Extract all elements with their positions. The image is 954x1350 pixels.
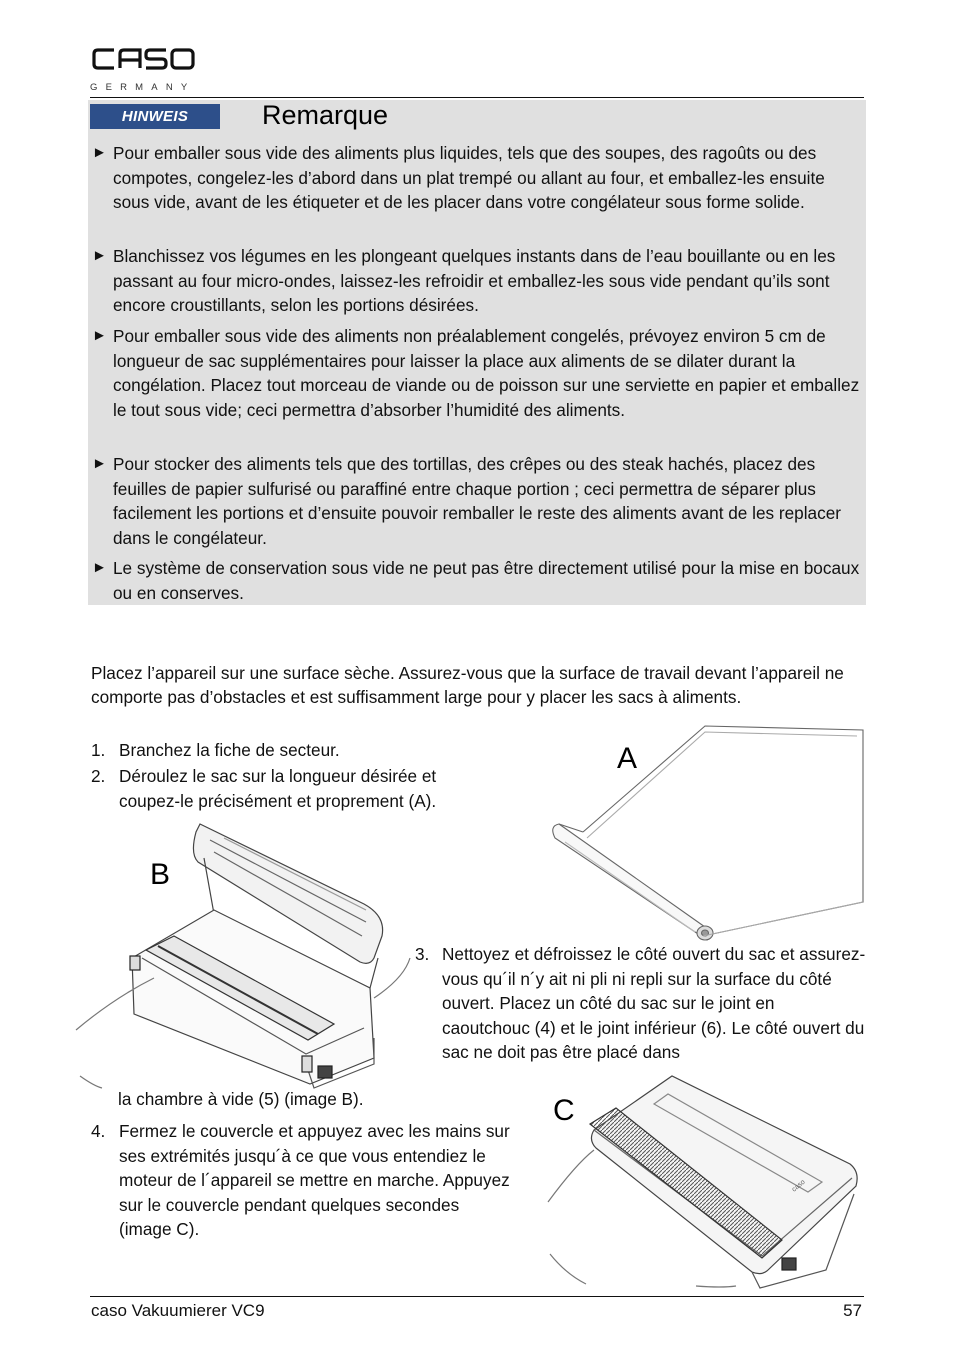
arrow-right-icon: ► bbox=[92, 559, 107, 576]
step-item bbox=[91, 1119, 511, 1242]
footer-title: caso Vakuumierer VC9 bbox=[91, 1301, 265, 1320]
note-bullet-text: Pour emballer sous vide des aliments non préalablement congelés, prévoyez environ 5 cm de longueur de sac supplémentaires pour laisser la place aux aliments de se dilater durant la congélation. Placez tout morceau de viande ou de poisson sur une serviette en papier et emballez le tout sous vide; ceci permettra d’absorber l’humidité des aliments. bbox=[113, 326, 860, 420]
footer-rule bbox=[90, 1296, 864, 1297]
caso-logo-mark bbox=[92, 46, 196, 72]
figure-c-vacuum-closed bbox=[546, 1074, 862, 1290]
figure-a-label: A bbox=[617, 742, 638, 775]
step-text: Nettoyez et défroissez le côté ouvert du sac et assurez-vous qu´il n´y ait ni pli ni repli sur la surface du côté ouvert. Placez un côté du sac sur le joint en caoutchouc (4) et le joint inférieur (6). Le côté ouvert du sac ne doit pas être placé dans bbox=[442, 944, 866, 1062]
hinweis-badge: HINWEIS bbox=[90, 104, 220, 129]
intro-paragraph: Placez l’appareil sur une surface sèche. Assurez-vous que la surface de travail devant l’appareil ne comporte pas d’obstacles et est suffisamment large pour y placer les sacs à aliments. bbox=[91, 663, 844, 708]
arrow-right-icon: ► bbox=[92, 455, 107, 472]
step-number: 1. bbox=[91, 740, 106, 760]
note-bullet bbox=[92, 556, 864, 605]
step-continuation: la chambre à vide (5) (image B). bbox=[118, 1089, 364, 1109]
note-bullet-text: Blanchissez vos légumes en les plongeant quelques instants dans de l’eau bouillante ou en les passant au four micro-ondes, laissez-les refroidir et emballez-les sous vide pendant qu’ils sont encore croustillants, selon les portions désirées. bbox=[113, 246, 836, 315]
note-bullet bbox=[92, 324, 864, 422]
step-item bbox=[415, 942, 867, 1065]
note-bullet-text: Pour emballer sous vide des aliments plus liquides, tels que des soupes, des ragoûts ou des compotes, congelez-les d’abord dans un plat trempé ou allant au four, et emballez-les ensuite sous vide, avant de les étiqueter et de les placer dans votre congélateur sous forme solide. bbox=[113, 143, 825, 212]
logo-subtitle: GERMANY bbox=[90, 82, 196, 93]
step-item bbox=[91, 764, 491, 813]
figure-b-vacuum-open bbox=[74, 818, 414, 1090]
figure-c-label: C bbox=[553, 1094, 575, 1127]
figure-a-bag-roll bbox=[545, 722, 865, 942]
step-number: 3. bbox=[415, 944, 430, 964]
step-text: Déroulez le sac sur la longueur désirée et coupez-le précisément et proprement (A). bbox=[119, 766, 437, 811]
step-number: 4. bbox=[91, 1121, 106, 1141]
arrow-right-icon: ► bbox=[92, 327, 107, 344]
step-number: 2. bbox=[91, 766, 106, 786]
note-bullet bbox=[92, 452, 864, 550]
step-text: Fermez le couvercle et appuyez avec les mains sur ses extrémités jusqu´à ce que vous entendiez le moteur de l´appareil se mettre en marche. Appuyez sur le couvercle pendant quelques secondes (image C). bbox=[119, 1121, 510, 1239]
step-text: Branchez la fiche de secteur. bbox=[119, 740, 340, 760]
arrow-right-icon: ► bbox=[92, 247, 107, 264]
note-bullet bbox=[92, 141, 864, 215]
caso-logo bbox=[76, 32, 204, 98]
page-number: 57 bbox=[843, 1301, 862, 1320]
note-bullet bbox=[92, 244, 864, 318]
note-bullet-text: Le système de conservation sous vide ne peut pas être directement utilisé pour la mise en bocaux ou en conserves. bbox=[113, 558, 860, 603]
note-title: Remarque bbox=[262, 100, 389, 130]
header-rule bbox=[90, 97, 864, 98]
arrow-right-icon: ► bbox=[92, 144, 107, 161]
step-item bbox=[91, 738, 491, 763]
figure-b-label: B bbox=[150, 858, 171, 891]
note-bullet-text: Pour stocker des aliments tels que des tortillas, des crêpes ou des steak hachés, placez des feuilles de papier sulfurisé ou paraffiné entre chaque portion ; ceci permettra de séparer plus facilement les portions et d’ensuite pouvoir remballer le reste des aliments avant de les replacer dans le congélateur. bbox=[113, 454, 841, 548]
svg-text:caso: caso bbox=[790, 1178, 807, 1194]
